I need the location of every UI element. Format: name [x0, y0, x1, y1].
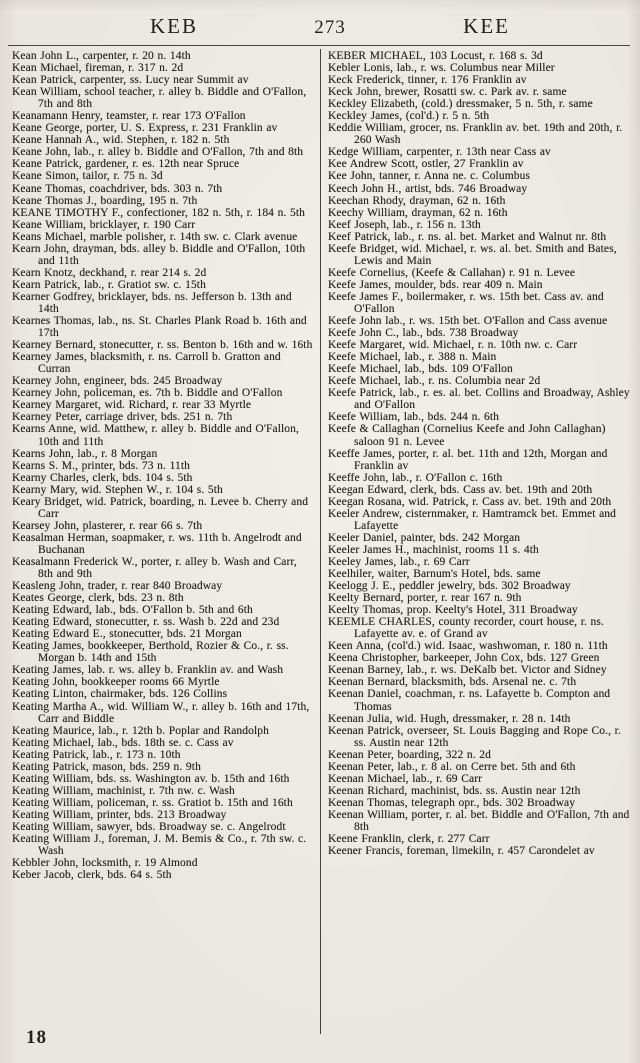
directory-entry: Keena Christopher, barkeeper, John Cox, bds. 127 Green — [328, 652, 600, 665]
directory-entry: Kearney John, engineer, bds. 245 Broadway — [12, 375, 223, 388]
directory-entry: Keenan Julia, wid. Hugh, dressmaker, r. 28 n. 14th — [328, 712, 571, 725]
directory-entry: Keenan Bernard, blacksmith, bds. Arsenal ne. c. 7th — [328, 676, 577, 689]
directory-entry: Keck Frederick, tinner, r. 176 Franklin av — [328, 74, 527, 87]
directory-entry: Kearney Bernard, stonecutter, r. ss. Benton b. 16th and w. 16th — [12, 339, 313, 352]
directory-entry: Keeler Daniel, painter, bds. 242 Morgan — [328, 531, 521, 544]
directory-entry: Keans Michael, marble polisher, r. 14th sw. c. Clark avenue — [12, 230, 298, 243]
directory-entry: Keelogg J. E., peddler jewelry, bds. 302 Broadway — [328, 580, 571, 593]
directory-entry: Keeffe James, porter, r. al. bet. 11th and 12th, Morgan and Franklin av — [328, 447, 608, 472]
directory-entry: Keeffe John, lab., r. O'Fallon c. 16th — [328, 471, 503, 484]
directory-entry: Keef Joseph, lab., r. 156 n. 13th — [328, 218, 481, 231]
directory-entry: Keefe Margaret, wid. Michael, r. n. 10th nw. c. Carr — [328, 339, 578, 352]
directory-entry: Kebbler John, locksmith, r. 19 Almond — [12, 857, 198, 870]
directory-entry: Keating Maurice, lab., r. 12th b. Poplar and Randolph — [12, 724, 269, 737]
directory-entry: Keanamann Henry, teamster, r. rear 173 O'Fallon — [12, 110, 246, 123]
running-head — [0, 0, 640, 43]
directory-entry: Keeley James, lab., r. 69 Carr — [328, 555, 470, 568]
directory-entry: Keasalmann Frederick W., porter, r. alley b. Wash and Carr, 8th and 9th — [12, 555, 297, 581]
directory-entry: Keber Jacob, clerk, bds. 64 s. 5th — [12, 869, 172, 882]
directory-entry: Keating William, printer, bds. 213 Broadway — [12, 808, 227, 821]
directory-entry: Keating James, bookkeeper, Berthold, Rozier & Co., r. ss. Morgan b. 14th and 15th — [12, 640, 289, 665]
directory-entry: Kearney John, policeman, es. 7th b. Biddle and O'Fallon — [12, 387, 283, 400]
directory-entry: Kearn Patrick, lab., r. Gratiot sw. c. 15th — [12, 278, 206, 291]
directory-entry: Keane Simon, tailor, r. 75 n. 3d — [12, 170, 163, 183]
directory-entry: Keating William, policeman, r. ss. Gratiot b. 15th and 16th — [12, 796, 293, 809]
directory-entry: Keating Patrick, mason, bds. 259 n. 9th — [12, 760, 201, 773]
directory-entry: Keechan Rhody, drayman, 62 n. 16th — [328, 194, 506, 207]
directory-entry: Keefe John C., lab., bds. 738 Broadway — [328, 327, 519, 340]
directory-entry: Keegan Edward, clerk, bds. Cass av. bet. 19th and 20th — [328, 483, 593, 496]
directory-entry: Keefe & Callaghan (Cornelius Keefe and John Callaghan) saloon 91 n. Levee — [328, 423, 606, 448]
directory-entry: Keane Hannah A., wid. Stephen, r. 182 n. 5th — [12, 134, 230, 147]
directory-entry: Keechy William, drayman, 62 n. 16th — [328, 206, 508, 219]
directory-entry: Keenan Peter, lab., r. 8 al. on Cerre bet. 5th and 6th — [328, 760, 576, 773]
directory-entry: Kean William, school teacher, r. alley b. Biddle and O'Fallon, 7th and 8th — [12, 86, 307, 111]
directory-entry: Keenan Daniel, coachman, r. ns. Lafayette b. Compton and Thomas — [328, 688, 611, 713]
directory-entry: Kearn John, drayman, bds. alley b. Biddle and O'Fallon, 10th and 11th — [12, 242, 306, 267]
directory-entry: Keelty Thomas, prop. Keelty's Hotel, 311 Broadway — [328, 604, 578, 617]
directory-entry: Keating Edward E., stonecutter, bds. 21 Morgan — [12, 628, 242, 641]
directory-entry: Kearns Anne, wid. Matthew, r. alley b. Biddle and O'Fallon, 10th and 11th — [12, 423, 299, 448]
directory-entry: Kearney James, blacksmith, r. ns. Carroll b. Gratton and Curran — [12, 351, 281, 376]
directory-entry: KEBER MICHAEL, 103 Locust, r. 168 s. 3d — [328, 50, 543, 62]
directory-entry: Keary Bridget, wid. Patrick, boarding, n. Levee b. Cherry and Carr — [12, 495, 309, 520]
directory-entry: Keasalman Herman, soapmaker, r. ws. 11th b. Angelrodt and Buchanan — [12, 531, 302, 556]
directory-entry: Kee John, tanner, r. Anna ne. c. Columbus — [328, 170, 531, 183]
directory-entry: Keefe Patrick, lab., r. es. al. bet. Collins and Broadway, Ashley and O'Fallon — [328, 387, 630, 412]
directory-entry: Keenan Patrick, overseer, St. Louis Bagging and Rope Co., r. ss. Austin near 12th — [328, 724, 621, 749]
directory-entry: Keane Patrick, gardener, r. es. 12th near Spruce — [12, 158, 240, 171]
directory-entry: Keckley Elizabeth, (cold.) dressmaker, 5 n. 5th, r. same — [328, 98, 593, 111]
column-left — [8, 49, 321, 1034]
directory-entry: Keefe Cornelius, (Keefe & Callahan) r. 91 n. Levee — [328, 266, 576, 279]
directory-entry: Keates George, clerk, bds. 23 n. 8th — [12, 592, 184, 605]
directory-entry: Keegan Rosana, wid. Patrick, r. Cass av. bet. 19th and 20th — [328, 495, 612, 508]
directory-entry: Kearns S. M., printer, bds. 73 n. 11th — [12, 459, 191, 472]
directory-entry: Keef Patrick, lab., r. ns. al. bet. Market and Walnut nr. 8th — [328, 230, 607, 243]
directory-entry: Keane William, bricklayer, r. 190 Carr — [12, 218, 196, 231]
directory-entry: Keefe Michael, lab., r. 388 n. Main — [328, 351, 497, 364]
directory-entry: Keckley James, (col'd.) r. 5 n. 5th — [328, 110, 490, 123]
directory-entry: Keating William, machinist, r. 7th nw. c. Wash — [12, 784, 235, 797]
directory-entry: KEEMLE CHARLES, county recorder, court house, r. ns. Lafayette av. e. of Grand av — [328, 616, 604, 641]
directory-entry: Kearn Knotz, deckhand, r. rear 214 s. 2d — [12, 266, 207, 279]
directory-entry: Keech John H., artist, bds. 746 Broadway — [328, 182, 528, 195]
directory-entry: Keating John, bookkeeper rooms 66 Myrtle — [12, 676, 220, 689]
directory-entry: Keasleng John, trader, r. rear 840 Broadway — [12, 580, 223, 593]
directory-entry: Keenan Richard, machinist, bds. ss. Austin near 12th — [328, 784, 581, 797]
header-left-guide-word: KEB — [150, 14, 198, 38]
directory-entry: Keefe Michael, lab., bds. 109 O'Fallon — [328, 363, 513, 376]
header-page-number: 273 — [314, 17, 346, 38]
directory-entry: Keck John, brewer, Rosatti sw. c. Park av. r. same — [328, 86, 567, 99]
directory-entry: Keenan William, porter, r. al. bet. Biddle and O'Fallon, 7th and 8th — [328, 808, 630, 833]
page-signature-number: 18 — [26, 1027, 47, 1048]
header-right-guide-word: KEE — [463, 14, 510, 38]
directory-entry: Keddie William, grocer, ns. Franklin av. bet. 19th and 20th, r. 260 Wash — [328, 122, 623, 147]
directory-entry: Keefe James, moulder, bds. rear 409 n. Main — [328, 278, 543, 291]
directory-entry: Kebler Lonis, lab., r. ws. Columbus near Miller — [328, 62, 555, 75]
column-right — [321, 49, 632, 1034]
directory-entry: Keefe Michael, lab., r. ns. Columbia near 2d — [328, 375, 541, 388]
directory-entry: Keenan Barney, lab., r. ws. DeKalb bet. Victor and Sidney — [328, 664, 607, 677]
directory-entry: Keefe John lab., r. ws. 15th bet. O'Fallon and Cass avenue — [328, 315, 608, 328]
directory-entry: Keating Martha A., wid. William W., r. alley b. 16th and 17th, Carr and Biddle — [12, 700, 310, 725]
directory-entry: Keeler James H., machinist, rooms 11 s. 4th — [328, 543, 539, 556]
directory-entry: Kearney Margaret, wid. Richard, r. rear 33 Myrtle — [12, 399, 252, 412]
directory-entry: KEANE TIMOTHY F., confectioner, 182 n. 5th, r. 184 n. 5th — [12, 206, 305, 219]
directory-entry: Keating Linton, chairmaker, bds. 126 Collins — [12, 688, 228, 701]
directory-entry: Kedge William, carpenter, r. 13th near Cass av — [328, 146, 551, 159]
directory-entry: Keelhiler, waiter, Barnum's Hotel, bds. same — [328, 568, 541, 581]
directory-entry: Keating Michael, lab., bds. 18th se. c. Cass av — [12, 736, 234, 749]
directory-entry: Kearney Peter, carriage driver, bds. 251 n. 7th — [12, 411, 233, 424]
directory-entry: Kean John L., carpenter, r. 20 n. 14th — [12, 50, 191, 62]
directory-entry: Keating William J., foreman, J. M. Bemis & Co., r. 7th sw. c. Wash — [12, 833, 307, 858]
directory-entry: Keating Patrick, lab., r. 173 n. 10th — [12, 748, 181, 761]
directory-entry: Kean Michael, fireman, r. 317 n. 2d — [12, 62, 184, 75]
directory-entry: Kearns John, lab., r. 8 Morgan — [12, 447, 158, 460]
directory-entry: Kearny Mary, wid. Stephen W., r. 104 s. 5th — [12, 483, 223, 496]
directory-entry: Kearnes Thomas, lab., ns. St. Charles Plank Road b. 16th and 17th — [12, 315, 307, 340]
directory-entry: Keane John, lab., r. alley b. Biddle and O'Fallon, 7th and 8th — [12, 146, 304, 159]
directory-entry: Keating William, sawyer, bds. Broadway se. c. Angelrodt — [12, 821, 286, 833]
directory-entry: Keane Thomas J., boarding, 195 n. 7th — [12, 194, 198, 207]
directory-entry: Keene Franklin, clerk, r. 277 Carr — [328, 833, 490, 846]
directory-entry: Kearner Godfrey, bricklayer, bds. ns. Jefferson b. 13th and 14th — [12, 290, 292, 315]
directory-entry: Keating Edward, stonecutter, r. ss. Wash b. 22d and 23d — [12, 616, 280, 629]
directory-entry: Keen Anna, (col'd.) wid. Isaac, washwoman, r. 180 n. 11th — [328, 640, 608, 653]
directory-entry: Keenan Thomas, telegraph opr., bds. 302 Broadway — [328, 796, 576, 809]
directory-entry: Kearny Charles, clerk, bds. 104 s. 5th — [12, 471, 193, 484]
directory-entry: Kean Patrick, carpenter, ss. Lucy near Summit av — [12, 74, 249, 87]
directory-entry: Keenan Michael, lab., r. 69 Carr — [328, 772, 483, 785]
directory-entry: Keelty Bernard, porter, r. rear 167 n. 9th — [328, 592, 522, 605]
directory-entry: Keener Francis, foreman, limekiln, r. 457 Carondelet av — [328, 845, 595, 858]
directory-entry: Keating William, bds. ss. Washington av. b. 15th and 16th — [12, 772, 290, 785]
directory-columns — [0, 46, 640, 1034]
directory-entry: Keating James, lab. r. ws. alley b. Franklin av. and Wash — [12, 664, 284, 677]
directory-entry: Keenan Peter, boarding, 322 n. 2d — [328, 748, 491, 761]
directory-entry: Keeler Andrew, cisternmaker, r. Hamtramck bet. Emmet and Lafayette — [328, 507, 617, 532]
directory-entry: Keefe William, lab., bds. 244 n. 6th — [328, 411, 500, 424]
directory-entry: Kee Andrew Scott, ostler, 27 Franklin av — [328, 158, 524, 171]
directory-entry: Keating Edward, lab., bds. O'Fallon b. 5th and 6th — [12, 604, 253, 617]
directory-entry: Keane George, porter, U. S. Express, r. 231 Franklin av — [12, 122, 278, 135]
directory-entry: Keane Thomas, coachdriver, bds. 303 n. 7th — [12, 182, 223, 195]
directory-entry: Kearsey John, plasterer, r. rear 66 s. 7th — [12, 519, 203, 532]
directory-entry: Keefe Bridget, wid. Michael, r. ws. al. bet. Smith and Bates, Lewis and Main — [328, 242, 617, 267]
directory-entry: Keefe James F., boilermaker, r. ws. 15th bet. Cass av. and O'Fallon — [328, 290, 604, 315]
